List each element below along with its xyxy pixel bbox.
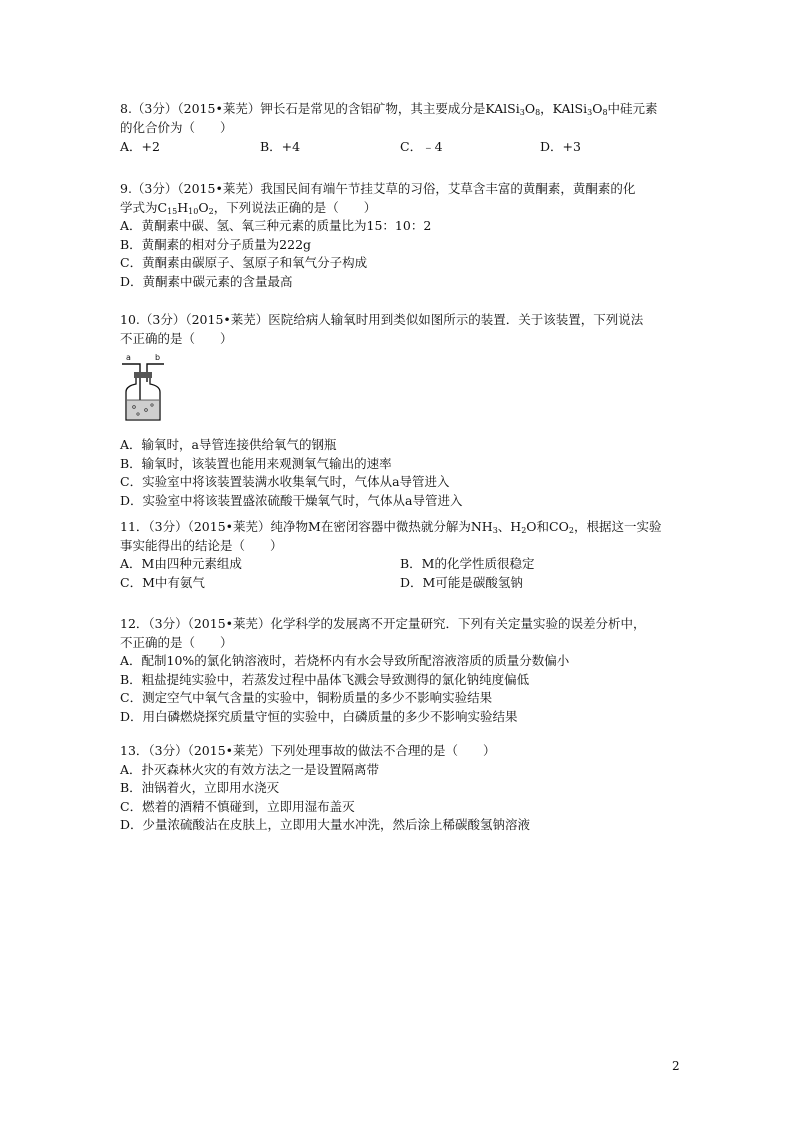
question-12-option-a: A．配制10%的氯化钠溶液时，若烧杯内有水会导致所配溶液溶质的质量分数偏小 (120, 653, 570, 668)
question-13-option-b: B．油锅着火，立即用水浇灭 (120, 780, 280, 795)
question-13-option-a: A．扑灭森林火灾的有效方法之一是设置隔离带 (120, 761, 380, 777)
gas-washing-bottle-figure (120, 352, 166, 424)
page-number: 2 (672, 1059, 680, 1073)
question-11-options-row2 (120, 574, 680, 593)
question-12-option-b: B．粗盐提纯实验中，若蒸发过程中晶体飞溅会导致测得的氯化钠纯度偏低 (120, 671, 530, 687)
question-12 (120, 615, 680, 726)
question-8-option-c: C．﹣4 (400, 139, 443, 154)
question-8-stem-line2: 的化合价为（ ） (120, 119, 233, 135)
question-13-stem-line1: 13．（3分）（2015•莱芜）下列处理事故的做法不合理的是（ ） (120, 743, 496, 758)
figure-label-b: b (155, 353, 161, 362)
question-8-options (120, 138, 680, 157)
question-13 (120, 742, 680, 835)
question-9-option-b: B．黄酮素的相对分子质量为222g (120, 236, 312, 252)
question-11-stem-line2: 事实能得出的结论是（ ） (120, 537, 283, 553)
question-11-option-a: A．M由四种元素组成 (120, 556, 242, 571)
question-11-option-d: D．M可能是碳酸氢钠 (400, 574, 523, 590)
question-9-option-a: A．黄酮素中碳、氢、氧三种元素的质量比为15：10：2 (120, 218, 432, 233)
question-8-stem-line1: 8.（3分）（2015•莱芜）钾长石是常见的含铝矿物，其主要成分是$KAlSi_3O_8$，$KAlSi_3O_8$中硅元素 (120, 101, 658, 117)
question-9-option-d: D．黄酮素中碳元素的含量最高 (120, 273, 293, 289)
question-10-option-a: A．输氧时，a导管连接供给氧气的钢瓶 (120, 437, 337, 452)
question-10-option-c: C．实验室中将该装置装满水收集氧气时，气体从a导管进入 (120, 474, 450, 489)
question-12-option-c: C．测定空气中氧气含量的实验中，铜粉质量的多少不影响实验结果 (120, 690, 493, 705)
question-12-stem-line1: 12．（3分）（2015•莱芜）化学科学的发展离不开定量研究．下列有关定量实验的误差分析中， (120, 616, 646, 631)
question-10-stem-line1: 10.（3分）（2015•莱芜）医院给病人输氧时用到类似如图所示的装置．关于该装置，下列说法 (120, 312, 644, 327)
question-8-option-a: A．+2 (120, 139, 160, 154)
question-11-option-b: B．M的化学性质很稳定 (400, 556, 535, 571)
question-8 (120, 100, 680, 157)
question-10-stem-line2: 不正确的是（ ） (120, 330, 233, 346)
question-10 (120, 311, 680, 510)
question-12-stem-line2: 不正确的是（ ） (120, 634, 233, 650)
question-11 (120, 518, 680, 592)
question-10-option-b: B．输氧时，该装置也能用来观测氧气输出的速率 (120, 455, 392, 471)
question-8-option-d: D．+3 (540, 139, 581, 154)
figure-label-a: a (126, 353, 131, 362)
question-9-stem-line1: 9.（3分）（2015•莱芜）我国民间有端午节挂艾草的习俗，艾草含丰富的黄酮素，黄酮素的化 (120, 181, 636, 196)
question-13-option-d: D．少量浓硫酸沾在皮肤上，立即用大量水冲洗，然后涂上稀碳酸氢钠溶液 (120, 817, 531, 832)
question-13-option-c: C．燃着的酒精不慎碰到，立即用湿布盖灭 (120, 798, 355, 814)
bottle-stopper (134, 372, 152, 378)
question-10-option-d: D．实验室中将该装置盛浓硫酸干燥氧气时，气体从a导管进入 (120, 492, 463, 508)
question-9-option-c: C．黄酮素由碳原子、氢原子和氧气分子构成 (120, 255, 368, 270)
question-9-stem-line2: 学式为$C_{15}H_{10}O_2$，下列说法正确的是（ ） (120, 199, 377, 216)
question-8-option-b: B．+4 (260, 139, 301, 154)
question-11-options-row1 (120, 555, 680, 574)
question-11-stem-line1: 11．（3分）（2015•莱芜）纯净物M在密闭容器中微热就分解为$NH_3$、$H_2O$和$CO_2$，根据这一实验 (120, 519, 662, 535)
question-12-option-d: D．用白磷燃烧探究质量守恒的实验中，白磷质量的多少不影响实验结果 (120, 708, 518, 724)
question-11-option-c: C．M中有氨气 (120, 574, 205, 590)
bottle-liquid (127, 400, 159, 419)
question-9 (120, 180, 680, 291)
